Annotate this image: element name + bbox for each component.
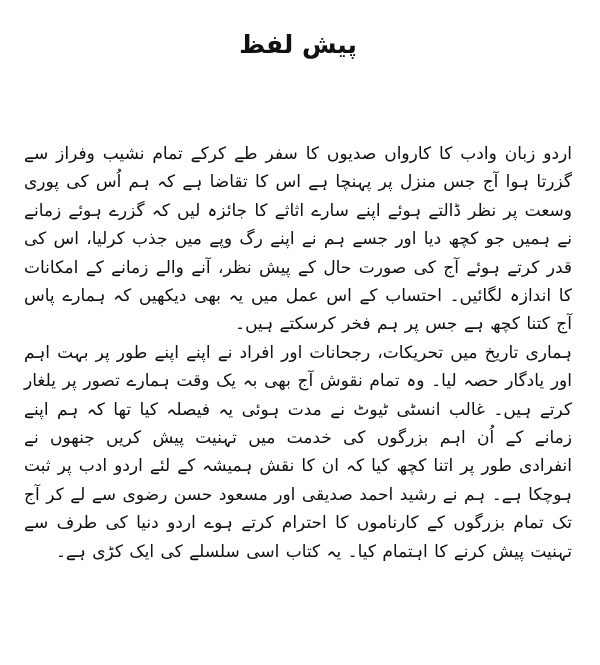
- document-body: [24, 140, 572, 566]
- paragraph-2: ہماری تاریخ میں تحریکات، رجحانات اور افراد نے اپنے اپنے طور پر بہت اہم اور یادگار حصہ لیا۔ وہ تمام نقوش آج بھی بہ یک وقت ہمارے تصور پر یلغار کرتے ہیں۔ غالب انسٹی ٹیوٹ نے مدت ہوئی یہ فیصلہ کیا تھا کہ ہم اپنے زمانے کے اُن اہم بزرگوں کی خدمت میں تہنیت پیش کریں جنھوں نے انفرادی طور پر اتنا کچھ کیا کہ ان کا نقش ہمیشہ کے لئے اردو ادب پر ثبت ہوچکا ہے۔ ہم نے رشید احمد صدیقی اور مسعود حسن رضوی سے لے کر آج تک تمام بزرگوں کے کارناموں کا احترام کرتے ہوے اردو دنیا کی طرف سے تہنیت پیش کرنے کا اہتمام کیا۔ یہ کتاب اسی سلسلے کی ایک کڑی ہے۔: [24, 342, 572, 562]
- paragraph-1: اردو زبان وادب کا کارواں صدیوں کا سفر طے کرکے تمام نشیب وفراز سے گزرتا ہوا آج جس منزل پر پہنچا ہے اس کا تقاضا ہے کہ ہم اُس کی پوری وسعت پر نظر ڈالتے ہوئے اپنے سارے اثاثے کا جائزہ لیں کہ گزرے ہوئے زمانے نے ہمیں جو کچھ دیا اور جسے ہم نے اپنے رگ وپے میں جذب کرلیا، اس کی قدر کرتے ہوئے آج کی صورت حال کے پیش نظر، آنے والے زمانے کے امکانات کا اندازہ لگائیں۔ احتساب کے اس عمل میں یہ بھی دیکھیں کہ ہمارے پاس آج کتنا کچھ ہے جس پر ہم فخر کرسکتے ہیں۔: [24, 144, 572, 335]
- page-title: پیش لفظ: [239, 30, 357, 59]
